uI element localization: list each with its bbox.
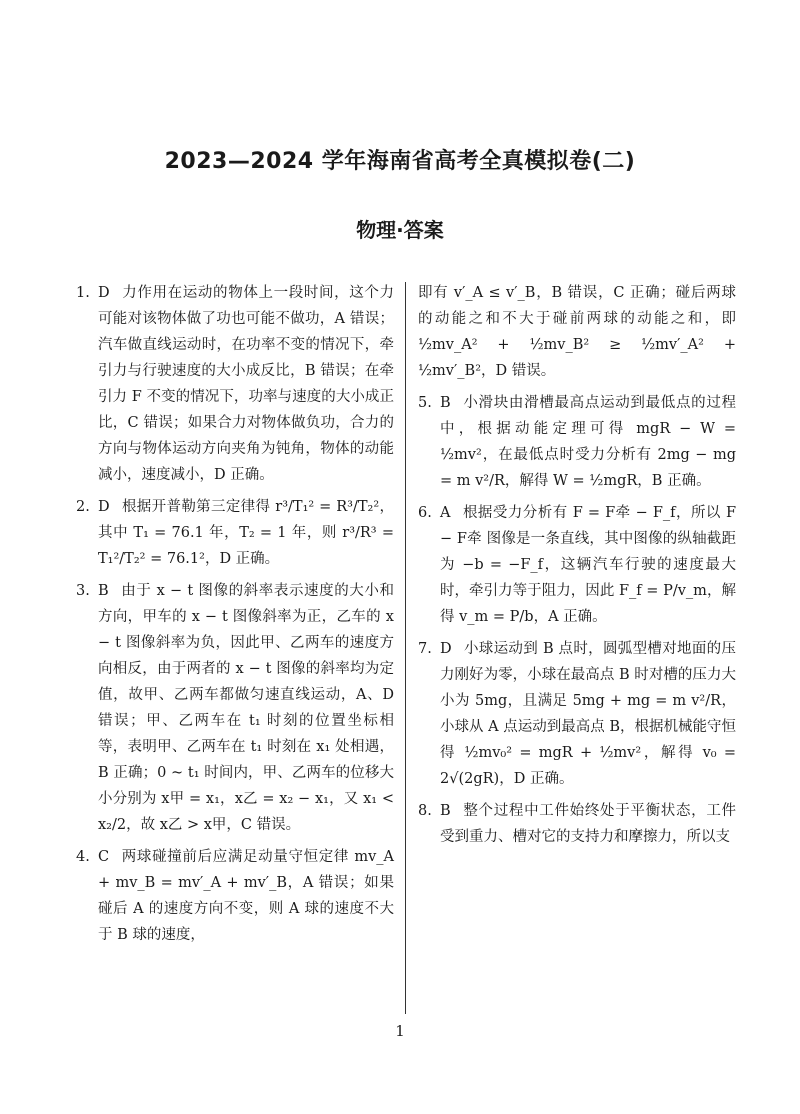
answer-letter: D	[98, 285, 110, 301]
answer-letter: B	[440, 395, 451, 411]
explanation-text: 根据开普勒第三定律得 r³/T₁² = R³/T₂²，其中 T₁ = 76.1 年，T₂ = 1 年，则 r³/R³ = T₁²/T₂² = 76.1²，D 正确。	[98, 499, 394, 567]
page-subtitle: 物理·答案	[356, 218, 444, 242]
answer-item-6	[418, 500, 736, 630]
explanation-text: 根据受力分析有 F = F牵 − F_f，所以 F − F牵 图像是一条直线，其中图像的纵轴截距为 −b = −F_f，这辆汽车行驶的速度最大时，牵引力等于阻力，因此 F_f = P/v_m，解得 v_m = P/b，A 正确。	[440, 505, 736, 625]
answer-item-4-continued	[418, 280, 736, 384]
question-number: 7.	[418, 641, 432, 657]
answer-item-5	[418, 390, 736, 494]
answer-item-3	[76, 578, 394, 838]
explanation-text: 小滑块由滑槽最高点运动到最低点的过程中，根据动能定理可得 mgR − W = ½mv²，在最低点时受力分析有 2mg − mg = m v²/R，解得 W = ½mgR，B 正确。	[440, 395, 736, 489]
question-number: 2.	[76, 499, 90, 515]
answer-letter: D	[440, 641, 452, 657]
left-column	[76, 280, 394, 954]
question-number: 6.	[418, 505, 432, 521]
answer-item-7	[418, 636, 736, 792]
answer-letter: C	[98, 849, 110, 865]
question-number: 8.	[418, 803, 432, 819]
question-number: 5.	[418, 395, 432, 411]
answer-letter: D	[98, 499, 110, 515]
answer-letter: B	[98, 583, 109, 599]
question-number: 1.	[76, 285, 90, 301]
column-divider	[405, 282, 406, 1014]
right-column	[418, 280, 736, 856]
explanation-text: 力作用在运动的物体上一段时间，这个力可能对该物体做了功也可能不做功，A 错误；汽车做直线运动时，在功率不变的情况下，牵引力与行驶速度的大小成反比，B 错误；在牵引力 F 不变的情况下，功率与速度的大小成正比，C 错误；如果合力对物体做负功，合力的方向与物体运动方向夹角为钝角，物体的动能减小，速度减小，D 正确。	[98, 285, 394, 483]
explanation-text: 即有 v′_A ≤ v′_B，B 错误，C 正确；碰后两球的动能之和不大于碰前两球的动能之和，即 ½mv_A² + ½mv_B² ≥ ½mv′_A² + ½mv′_B²，D 错误。	[418, 285, 736, 379]
answer-letter: B	[440, 803, 451, 819]
answer-letter: A	[440, 505, 451, 521]
answer-item-1	[76, 280, 394, 488]
question-number: 4.	[76, 849, 90, 865]
answer-item-2	[76, 494, 394, 572]
answer-item-8	[418, 798, 736, 850]
answer-item-4	[76, 844, 394, 948]
question-number: 3.	[76, 583, 90, 599]
page-number: 1	[395, 1022, 405, 1040]
explanation-text: 由于 x − t 图像的斜率表示速度的大小和方向，甲车的 x − t 图像斜率为正，乙车的 x − t 图像斜率为负，因此甲、乙两车的速度方向相反，由于两者的 x − t 图像的斜率均为定值，故甲、乙两车都做匀速直线运动，A、D 错误；甲、乙两车在 t₁ 时刻的位置坐标相等，表明甲、乙两车在 t₁ 时刻在 x₁ 处相遇，B 正确；0 ~ t₁ 时间内，甲、乙两车的位移大小分别为 x甲 = x₁，x乙 = x₂ − x₁，又 x₁ < x₂/2，故 x乙 > x甲，C 错误。	[98, 583, 394, 833]
explanation-text: 两球碰撞前后应满足动量守恒定律 mv_A + mv_B = mv′_A + mv′_B，A 错误；如果碰后 A 的速度方向不变，则 A 球的速度不大于 B 球的速度，	[98, 849, 394, 943]
explanation-text: 整个过程中工件始终处于平衡状态，工件受到重力、槽对它的支持力和摩擦力，所以支	[440, 803, 736, 845]
explanation-text: 小球运动到 B 点时，圆弧型槽对地面的压力刚好为零，小球在最高点 B 时对槽的压力大小为 5mg，且满足 5mg + mg = m v²/R，小球从 A 点运动到最高点 B，根据机械能守恒得 ½mv₀² = mgR + ½mv²，解得 v₀ = 2√(2gR)，D 正确。	[440, 641, 736, 787]
page-title: 2023—2024 学年海南省高考全真模拟卷(二)	[164, 149, 636, 174]
